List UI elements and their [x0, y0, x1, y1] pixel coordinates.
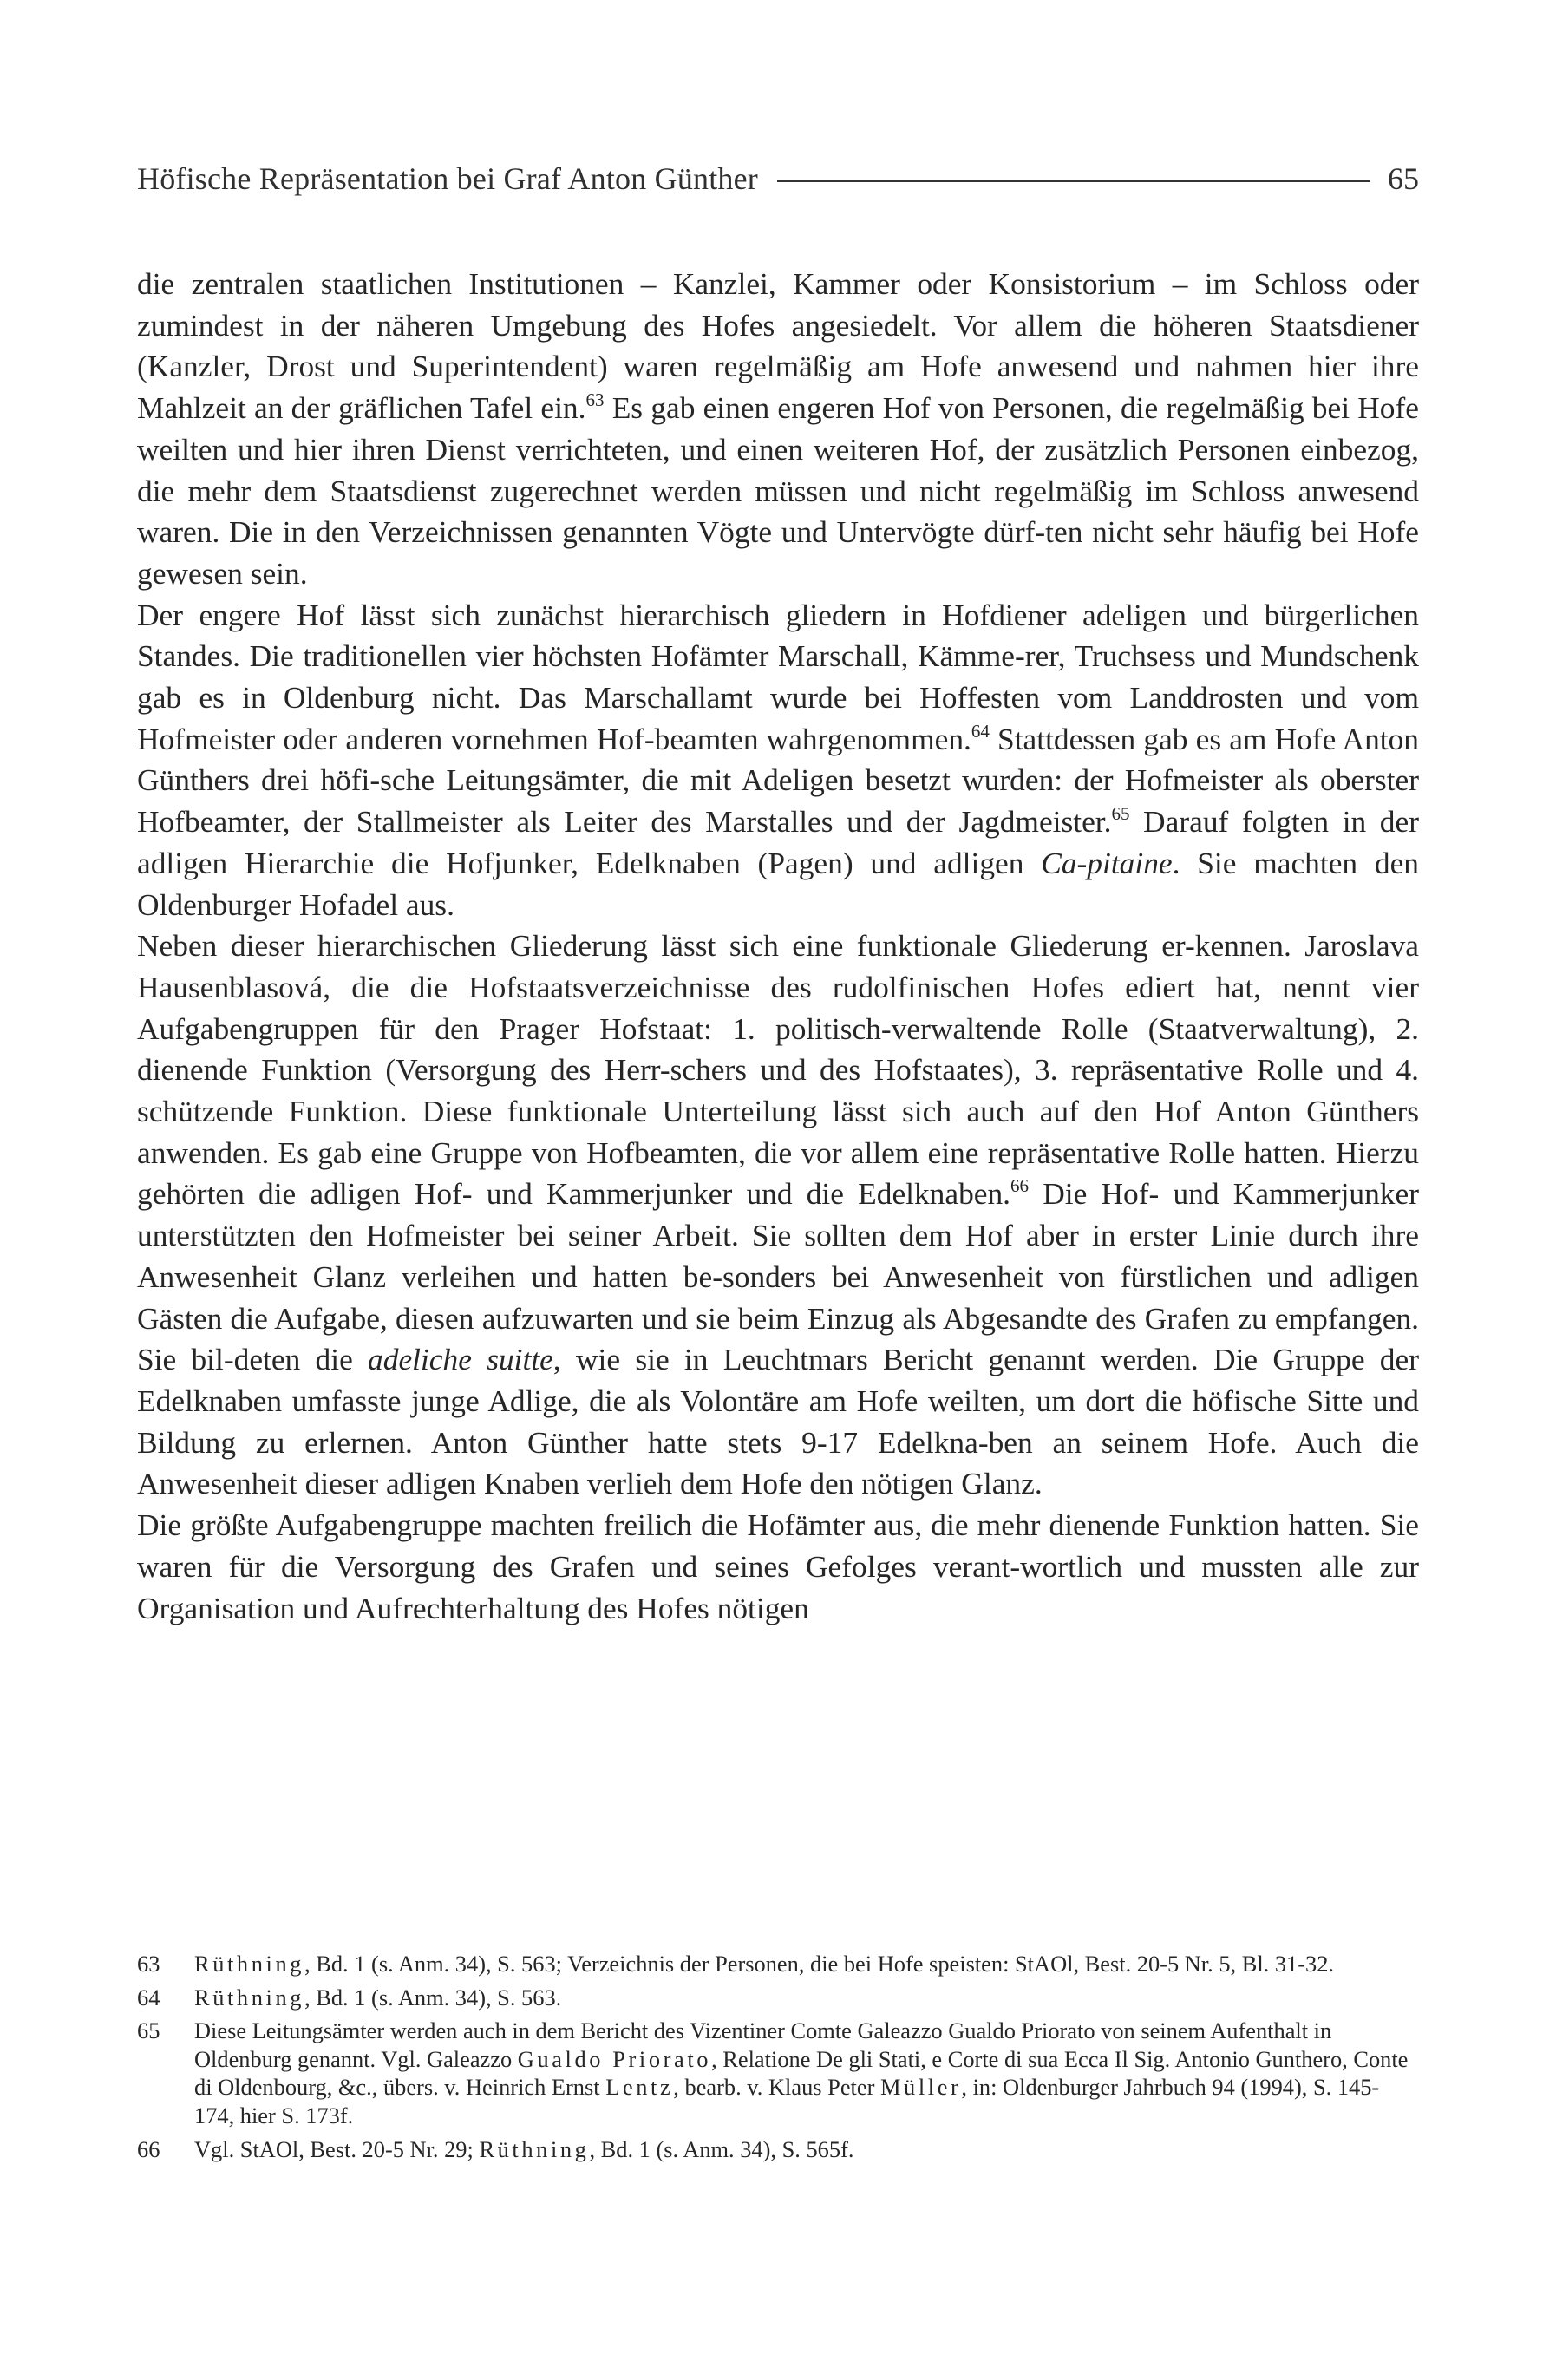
author-name: Müller [879, 2074, 962, 2101]
footnote-text: Diese Leitungsämter werden auch in dem Bericht des Vizentiner Comte Galeazzo Gualdo Priorato von seinem Aufenthalt in Oldenburg genannt. Vgl. Galeazzo Gualdo Priorato, Relatione De gli Stati, e Corte di sua Ecca Il Sig. Antonio Gunthero, Conte di Oldenbourg, &c., übers. v. Heinrich Ernst Lentz, bearb. v. Klaus Peter Müller, in: Oldenburger Jahrbuch 94 (1994), S. 145-174, hier S. 173f. [194, 2017, 1409, 2128]
footnote-63 [137, 1950, 1419, 1978]
paragraph-1: die zentralen staatlichen Institutionen – Kanzlei, Kammer oder Konsistorium – im Schloss oder zumindest in der näheren Umgebung des Hofes angesiedelt. Vor allem die höheren Staatsdiener (Kanzler, Drost und Superintendent) waren regelmäßig am Hofe anwesend und nahmen hier ihre Mahlzeit an der gräflichen Tafel ein.$^{63}$ Es gab einen engeren Hof von Personen, die regelmäßig bei Hofe weilten und hier ihren Dienst verrichteten, und einen weiteren Hof, der zusätzlich Personen einbezog, die mehr dem Staatsdienst zugerechnet werden müssen und nicht regelmäßig im Schloss anwesend waren. Die in den Verzeichnissen genannten Vögte und Untervögte dürf-ten nicht sehr häufig bei Hofe gewesen sein. [137, 266, 1419, 591]
footnote-ref-65[interactable]: 65 [1111, 803, 1130, 825]
header-rule [777, 180, 1370, 182]
footnote-64 [137, 1984, 1419, 2012]
body-text [137, 264, 1419, 1629]
running-header [137, 153, 1419, 205]
author-name: Rüthning [194, 1984, 305, 2011]
author-name: Lentz [605, 2074, 674, 2101]
author-name: Gualdo Priorato [517, 2045, 712, 2072]
author-name: Rüthning [479, 2135, 590, 2162]
footnote-66 [137, 2135, 1419, 2164]
footnote-65 [137, 2017, 1419, 2129]
footnote-text: Rüthning, Bd. 1 (s. Anm. 34), S. 563. [194, 1984, 562, 2011]
footnotes [137, 1950, 1419, 2168]
footnote-text: Rüthning, Bd. 1 (s. Anm. 34), S. 563; Verzeichnis der Personen, die bei Hofe speisten: StAOl, Best. 20-5 Nr. 5, Bl. 31-32. [194, 1951, 1335, 1977]
footnote-number: 65 [137, 2017, 160, 2044]
page-number: 65 [1388, 161, 1419, 196]
paragraph-3: Neben dieser hierarchischen Gliederung lässt sich eine funktionale Gliederung er-kennen. Jaroslava Hausenblasová, die die Hofstaatsverzeichnisse des rudolfinischen Hofes ediert hat, nennt vier Aufgabengruppen für den Prager Hofstaat: 1. politisch-verwaltende Rolle (Staatverwaltung), 2. dienende Funktion (Versorgung des Herr-schers und des Hofstaates), 3. repräsentative Rolle und 4. schützende Funktion. Diese funktionale Unterteilung lässt sich auch auf den Hof Anton Günthers anwenden. Es gab eine Gruppe von Hofbeamten, die vor allem eine repräsentative Rolle hatten. Hierzu gehörten die adligen Hof- und Kammerjunker und die Edelknaben.$^{66}$ Die Hof- und Kammerjunker unterstützten den Hofmeister bei seiner Arbeit. Sie sollten dem Hof aber in erster Linie durch ihre Anwesenheit Glanz verleihen und hatten be-sonders bei Anwesenheit von fürstlichen und adligen Gästen die Aufgabe, diesen aufzuwarten und sie beim Einzug als Abgesandte des Grafen zu empfangen. Sie bil-deten die adeliche suitte, wie sie in Leuchtmars Bericht genannt werden. Die Gruppe der Edelknaben umfasste junge Adlige, die als Volontäre am Hofe weilten, um dort die höfische Sitte und Bildung zu erlernen. Anton Günther hatte stets 9-17 Edelkna-ben an seinem Hofe. Auch die Anwesenheit dieser adligen Knaben verlieh dem Hofe den nötigen Glanz. [137, 928, 1419, 1501]
footnote-ref-63[interactable]: 63 [585, 389, 605, 411]
footnote-number: 64 [137, 1984, 160, 2011]
footnote-ref-64[interactable]: 64 [971, 720, 990, 742]
footnote-text: Vgl. StAOl, Best. 20-5 Nr. 29; Rüthning, Bd. 1 (s. Anm. 34), S. 565f. [194, 2135, 854, 2162]
footnote-number: 66 [137, 2135, 160, 2162]
italic-term: adeliche suitte [368, 1342, 553, 1377]
footnote-ref-66[interactable]: 66 [1010, 1175, 1030, 1197]
running-title: Höfische Repräsentation bei Graf Anton Günther [137, 161, 758, 196]
italic-term: Ca-pitaine [1041, 845, 1173, 880]
footnote-number: 63 [137, 1951, 160, 1977]
paragraph-4: Die größte Aufgabengruppe machten freilich die Hofämter aus, die mehr dienende Funktion hatten. Sie waren für die Versorgung des Grafen und seines Gefolges verant-wortlich und mussten alle zur Organisation und Aufrechterhaltung des Hofes nötigen [137, 1507, 1419, 1625]
author-name: Rüthning [194, 1951, 305, 1977]
paragraph-2: Der engere Hof lässt sich zunächst hierarchisch gliedern in Hofdiener adeligen und bürgerlichen Standes. Die traditionellen vier höchsten Hofämter Marschall, Kämme-rer, Truchsess und Mundschenk gab es in Oldenburg nicht. Das Marschallamt wurde bei Hoffesten vom Landdrosten und vom Hofmeister oder anderen vornehmen Hof-beamten wahrgenommen.$^{64}$ Stattdessen gab es am Hofe Anton Günthers drei höfi-sche Leitungsämter, die mit Adeligen besetzt wurden: der Hofmeister als oberster Hofbeamter, der Stallmeister als Leiter des Marstalles und der Jagdmeister.$^{65}$ Darauf folgten in der adligen Hierarchie die Hofjunker, Edelknaben (Pagen) und adligen Ca-pitaine. Sie machten den Oldenburger Hofadel aus. [137, 597, 1420, 922]
